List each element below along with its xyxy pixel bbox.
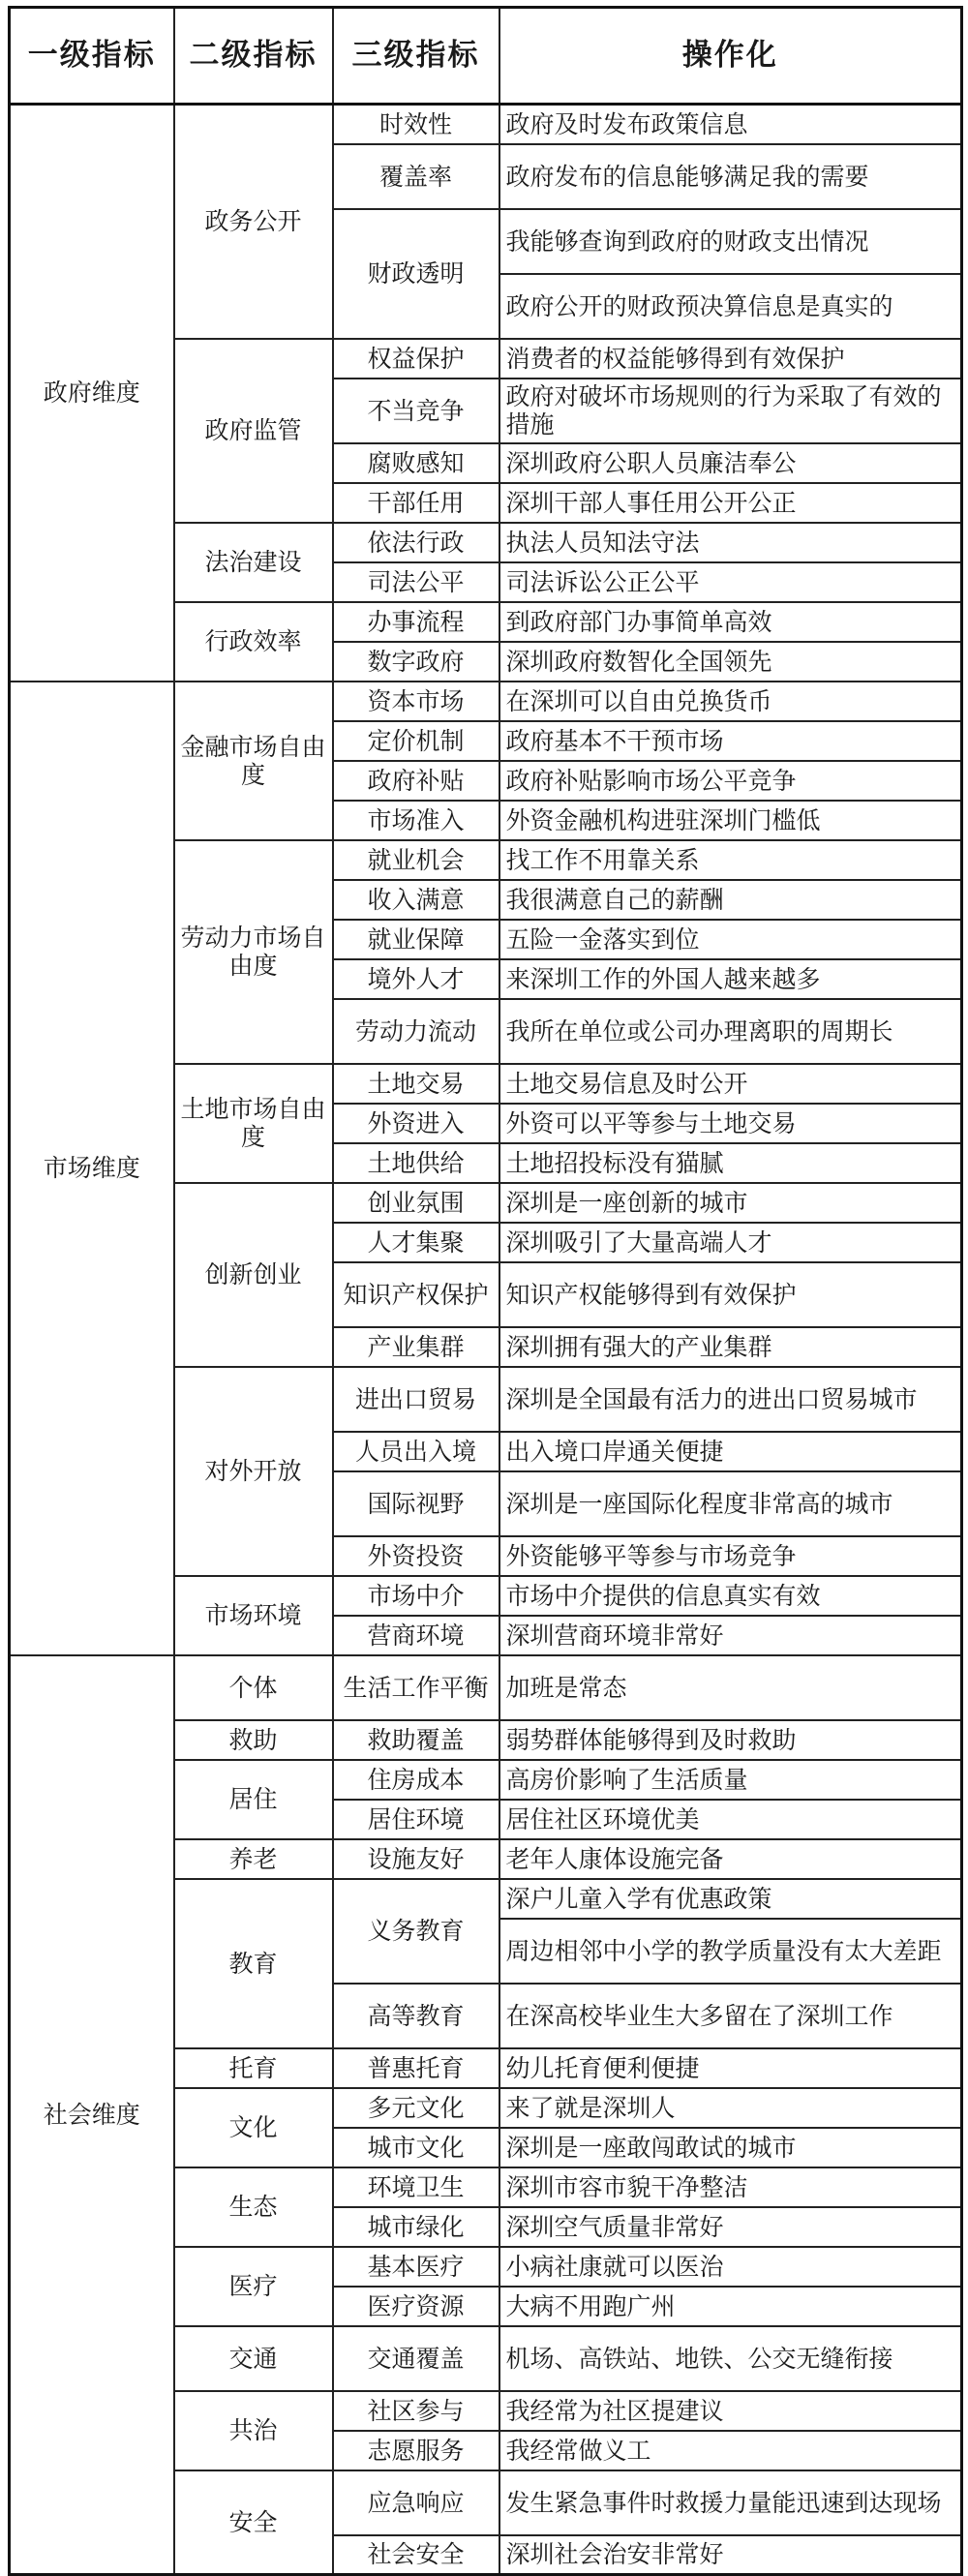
level3-cell: 土地交易 (333, 1064, 499, 1104)
operationalization-cell: 深圳是全国最有活力的进出口贸易城市 (499, 1367, 962, 1432)
operationalization-cell: 深圳是一座敢闯敢试的城市 (499, 2128, 962, 2167)
level3-cell: 劳动力流动 (333, 999, 499, 1064)
level3-cell: 外资投资 (333, 1536, 499, 1576)
level3-cell: 居住环境 (333, 1800, 499, 1839)
level3-cell: 不当竞争 (333, 379, 499, 443)
operationalization-cell: 深圳是一座国际化程度非常高的城市 (499, 1471, 962, 1536)
level3-cell: 就业保障 (333, 920, 499, 959)
operationalization-cell: 机场、高铁站、地铁、公交无缝衔接 (499, 2326, 962, 2391)
operationalization-cell: 周边相邻中小学的教学质量没有太大差距 (499, 1919, 962, 1984)
level2-cell: 医疗 (174, 2247, 333, 2326)
level2-cell: 养老 (174, 1839, 333, 1879)
level3-cell: 志愿服务 (333, 2431, 499, 2470)
operationalization-cell: 深圳空气质量非常好 (499, 2207, 962, 2247)
level3-cell: 依法行政 (333, 523, 499, 562)
level3-cell: 人员出入境 (333, 1432, 499, 1471)
operationalization-cell: 五险一金落实到位 (499, 920, 962, 959)
operationalization-cell: 深户儿童入学有优惠政策 (499, 1879, 962, 1919)
level2-cell: 市场环境 (174, 1576, 333, 1655)
level3-cell: 司法公平 (333, 562, 499, 602)
level3-cell: 定价机制 (333, 721, 499, 761)
operationalization-cell: 深圳市容市貌干净整洁 (499, 2167, 962, 2207)
operationalization-cell: 在深高校毕业生大多留在了深圳工作 (499, 1984, 962, 2048)
level3-cell: 市场准入 (333, 801, 499, 840)
operationalization-cell: 政府公开的财政预决算信息是真实的 (499, 274, 962, 339)
level3-cell: 人才集聚 (333, 1223, 499, 1262)
operationalization-cell: 深圳是一座创新的城市 (499, 1183, 962, 1223)
level2-cell: 文化 (174, 2088, 333, 2167)
operationalization-cell: 我经常做义工 (499, 2431, 962, 2470)
table-header (10, 8, 962, 105)
header-operationalization: 操作化 (499, 8, 962, 105)
level2-cell: 交通 (174, 2326, 333, 2391)
level3-cell: 高等教育 (333, 1984, 499, 2048)
operationalization-cell: 土地招投标没有猫腻 (499, 1143, 962, 1183)
level3-cell: 城市绿化 (333, 2207, 499, 2247)
table-row (10, 105, 962, 144)
level3-cell: 进出口贸易 (333, 1367, 499, 1432)
operationalization-cell: 土地交易信息及时公开 (499, 1064, 962, 1104)
operationalization-cell: 来深圳工作的外国人越来越多 (499, 959, 962, 999)
operationalization-cell: 小病社康就可以医治 (499, 2247, 962, 2287)
level2-cell: 劳动力市场自由度 (174, 840, 333, 1064)
level3-cell: 外资进入 (333, 1104, 499, 1143)
level3-cell: 交通覆盖 (333, 2326, 499, 2391)
operationalization-cell: 幼儿托育便利便捷 (499, 2048, 962, 2088)
operationalization-cell: 政府基本不干预市场 (499, 721, 962, 761)
operationalization-cell: 弱势群体能够得到及时救助 (499, 1720, 962, 1760)
operationalization-cell: 深圳营商环境非常好 (499, 1616, 962, 1655)
level3-cell: 腐败感知 (333, 443, 499, 483)
level2-cell: 法治建设 (174, 523, 333, 602)
level2-cell: 托育 (174, 2048, 333, 2088)
level2-cell: 创新创业 (174, 1183, 333, 1367)
operationalization-cell: 我很满意自己的薪酬 (499, 880, 962, 920)
level3-cell: 干部任用 (333, 483, 499, 523)
operationalization-cell: 大病不用跑广州 (499, 2287, 962, 2326)
level1-cell: 社会维度 (10, 1655, 174, 2575)
operationalization-cell: 在深圳可以自由兑换货币 (499, 682, 962, 721)
header-level3: 三级指标 (333, 8, 499, 105)
level3-cell: 住房成本 (333, 1760, 499, 1800)
operationalization-cell: 政府及时发布政策信息 (499, 105, 962, 144)
operationalization-cell: 我能够查询到政府的财政支出情况 (499, 209, 962, 274)
operationalization-cell: 外资可以平等参与土地交易 (499, 1104, 962, 1143)
level2-cell: 对外开放 (174, 1367, 333, 1576)
level3-cell: 国际视野 (333, 1471, 499, 1536)
operationalization-cell: 市场中介提供的信息真实有效 (499, 1576, 962, 1616)
table-row (10, 682, 962, 721)
level3-cell: 城市文化 (333, 2128, 499, 2167)
level3-cell: 市场中介 (333, 1576, 499, 1616)
operationalization-cell: 出入境口岸通关便捷 (499, 1432, 962, 1471)
operationalization-cell: 来了就是深圳人 (499, 2088, 962, 2128)
operationalization-cell: 深圳干部人事任用公开公正 (499, 483, 962, 523)
level3-cell: 医疗资源 (333, 2287, 499, 2326)
level1-cell: 市场维度 (10, 682, 174, 1655)
level2-cell: 土地市场自由度 (174, 1064, 333, 1183)
level3-cell: 创业氛围 (333, 1183, 499, 1223)
level2-cell: 金融市场自由度 (174, 682, 333, 840)
level3-cell: 产业集群 (333, 1327, 499, 1367)
operationalization-cell: 执法人员知法守法 (499, 523, 962, 562)
header-level2: 二级指标 (174, 8, 333, 105)
level3-cell: 营商环境 (333, 1616, 499, 1655)
operationalization-cell: 政府补贴影响市场公平竞争 (499, 761, 962, 801)
level3-cell: 生活工作平衡 (333, 1655, 499, 1720)
operationalization-cell: 老年人康体设施完备 (499, 1839, 962, 1879)
level3-cell: 财政透明 (333, 209, 499, 339)
operationalization-cell: 深圳社会治安非常好 (499, 2535, 962, 2575)
level3-cell: 收入满意 (333, 880, 499, 920)
level3-cell: 办事流程 (333, 602, 499, 642)
level3-cell: 境外人才 (333, 959, 499, 999)
operationalization-cell: 政府发布的信息能够满足我的需要 (499, 144, 962, 209)
level3-cell: 资本市场 (333, 682, 499, 721)
operationalization-cell: 外资能够平等参与市场竞争 (499, 1536, 962, 1576)
operationalization-cell: 找工作不用靠关系 (499, 840, 962, 880)
operationalization-cell: 深圳拥有强大的产业集群 (499, 1327, 962, 1367)
operationalization-cell: 我经常为社区提建议 (499, 2391, 962, 2431)
operationalization-cell: 发生紧急事件时救援力量能迅速到达现场 (499, 2470, 962, 2535)
level2-cell: 生态 (174, 2167, 333, 2247)
level3-cell: 就业机会 (333, 840, 499, 880)
indicator-table (8, 6, 963, 2576)
header-row (10, 8, 962, 105)
level3-cell: 土地供给 (333, 1143, 499, 1183)
level3-cell: 政府补贴 (333, 761, 499, 801)
level3-cell: 数字政府 (333, 642, 499, 682)
level3-cell: 应急响应 (333, 2470, 499, 2535)
operationalization-cell: 加班是常态 (499, 1655, 962, 1720)
operationalization-cell: 到政府部门办事简单高效 (499, 602, 962, 642)
level2-cell: 安全 (174, 2470, 333, 2575)
table-body (10, 105, 962, 2575)
operationalization-cell: 知识产权能够得到有效保护 (499, 1262, 962, 1327)
level2-cell: 政务公开 (174, 105, 333, 339)
level2-cell: 救助 (174, 1720, 333, 1760)
level1-cell: 政府维度 (10, 105, 174, 682)
level3-cell: 多元文化 (333, 2088, 499, 2128)
level3-cell: 普惠托育 (333, 2048, 499, 2088)
operationalization-cell: 居住社区环境优美 (499, 1800, 962, 1839)
level3-cell: 知识产权保护 (333, 1262, 499, 1327)
operationalization-cell: 消费者的权益能够得到有效保护 (499, 339, 962, 379)
level3-cell: 设施友好 (333, 1839, 499, 1879)
level3-cell: 覆盖率 (333, 144, 499, 209)
level3-cell: 救助覆盖 (333, 1720, 499, 1760)
operationalization-cell: 司法诉讼公正公平 (499, 562, 962, 602)
operationalization-cell: 外资金融机构进驻深圳门槛低 (499, 801, 962, 840)
operationalization-cell: 高房价影响了生活质量 (499, 1760, 962, 1800)
operationalization-cell: 深圳政府数智化全国领先 (499, 642, 962, 682)
level2-cell: 教育 (174, 1879, 333, 2048)
operationalization-cell: 深圳政府公职人员廉洁奉公 (499, 443, 962, 483)
level3-cell: 基本医疗 (333, 2247, 499, 2287)
level2-cell: 居住 (174, 1760, 333, 1839)
level3-cell: 时效性 (333, 105, 499, 144)
level3-cell: 环境卫生 (333, 2167, 499, 2207)
table-row (10, 1655, 962, 1720)
operationalization-cell: 政府对破坏市场规则的行为采取了有效的措施 (499, 379, 962, 443)
level3-cell: 社会安全 (333, 2535, 499, 2575)
level2-cell: 行政效率 (174, 602, 333, 682)
level3-cell: 义务教育 (333, 1879, 499, 1984)
operationalization-cell: 我所在单位或公司办理离职的周期长 (499, 999, 962, 1064)
level3-cell: 社区参与 (333, 2391, 499, 2431)
level2-cell: 共治 (174, 2391, 333, 2470)
level3-cell: 权益保护 (333, 339, 499, 379)
level2-cell: 政府监管 (174, 339, 333, 523)
header-level1: 一级指标 (10, 8, 174, 105)
operationalization-cell: 深圳吸引了大量高端人才 (499, 1223, 962, 1262)
level2-cell: 个体 (174, 1655, 333, 1720)
